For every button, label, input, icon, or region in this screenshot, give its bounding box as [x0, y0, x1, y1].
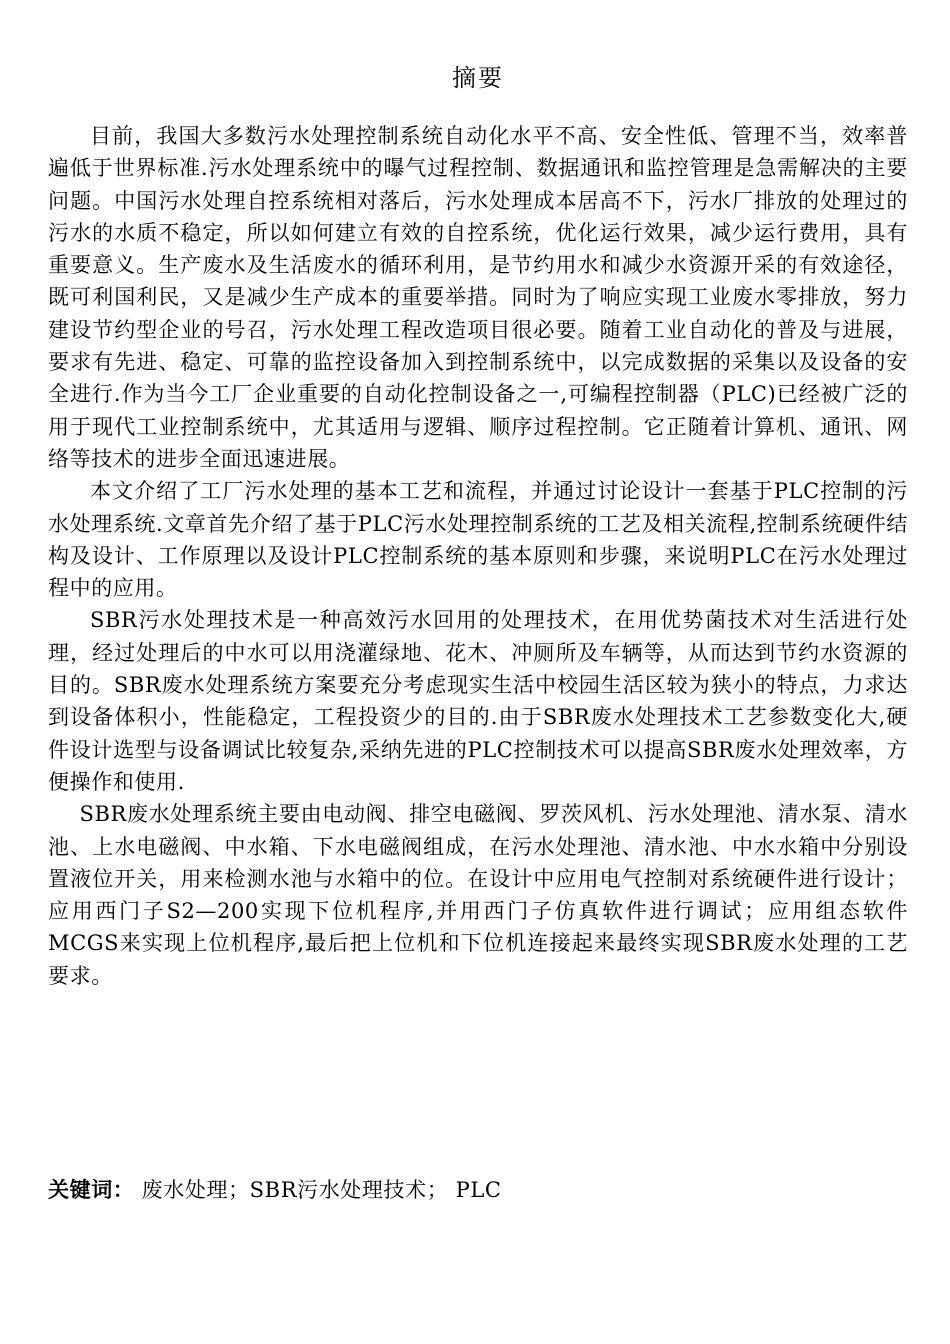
abstract-body [48, 120, 908, 992]
abstract-paragraph-3: SBR污水处理技术是一种高效污水回用的处理技术，在用优势菌技术对生活进行处理，经过处理后的中水可以用浇灌绿地、花木、冲厕所及车辆等，从而达到节约水资源的目的。SBR废水处理系统方案要充分考虑现实生活中校园生活区较为狭小的特点，力求达到设备体积小，性能稳定，工程投资少的目的.由于SBR废水处理技术工艺参数变化大,硬件设计选型与设备调试比较复杂,采纳先进的PLC控制技术可以提高SBR废水处理效率，方便操作和使用. [48, 608, 908, 794]
abstract-paragraph-4: SBR废水处理系统主要由电动阀、排空电磁阀、罗茨风机、污水处理池、清水泵、清水池、上水电磁阀、中水箱、下水电磁阀组成，在污水处理池、清水池、中水水箱中分别设置液位开关，用来检测水池与水箱中的位。在设计中应用电气控制对系统硬件进行设计；应用西门子S2—200实现下位机程序,并用西门子仿真软件进行调试；应用组态软件MCGS来实现上位机程序,最后把上位机和下位机连接起来最终实现SBR废水处理的工艺要求。 [48, 802, 908, 988]
page-title: 摘要 [452, 64, 504, 92]
keywords-label: 关键词： [48, 1177, 135, 1202]
keywords-line [48, 1174, 908, 1206]
abstract-paragraph-1: 目前，我国大多数污水处理控制系统自动化水平不高、安全性低、管理不当，效率普遍低于世界标准.污水处理系统中的曝气过程控制、数据通讯和监控管理是急需解决的主要问题。中国污水处理自控系统相对落后，污水处理成本居高不下，污水厂排放的处理过的污水的水质不稳定，所以如何建立有效的自控系统，优化运行效果，减少运行费用，具有重要意义。生产废水及生活废水的循环利用，是节约用水和减少水资源开采的有效途径，既可利国利民，又是减少生产成本的重要举措。同时为了响应实现工业废水零排放，努力建设节约型企业的号召，污水处理工程改造项目很必要。随着工业自动化的普及与进展，要求有先进、稳定、可靠的监控设备加入到控制系统中，以完成数据的采集以及设备的安全进行.作为当今工厂企业重要的自动化控制设备之一,可编程控制器（PLC)已经被广泛的用于现代工业控制系统中，尤其适用与逻辑、顺序过程控制。它正随着计算机、通讯、网络等技术的进步全面迅速进展。 [48, 124, 908, 471]
keywords-value: 废水处理；SBR污水处理技术； PLC [134, 1178, 502, 1202]
abstract-paragraph-2: 本文介绍了工厂污水处理的基本工艺和流程，并通过讨论设计一套基于PLC控制的污水处理系统.文章首先介绍了基于PLC污水处理控制系统的工艺及相关流程,控制系统硬件结构及设计、工作原理以及设计PLC控制系统的基本原则和步骤，来说明PLC在污水处理过程中的应用。 [48, 479, 908, 601]
